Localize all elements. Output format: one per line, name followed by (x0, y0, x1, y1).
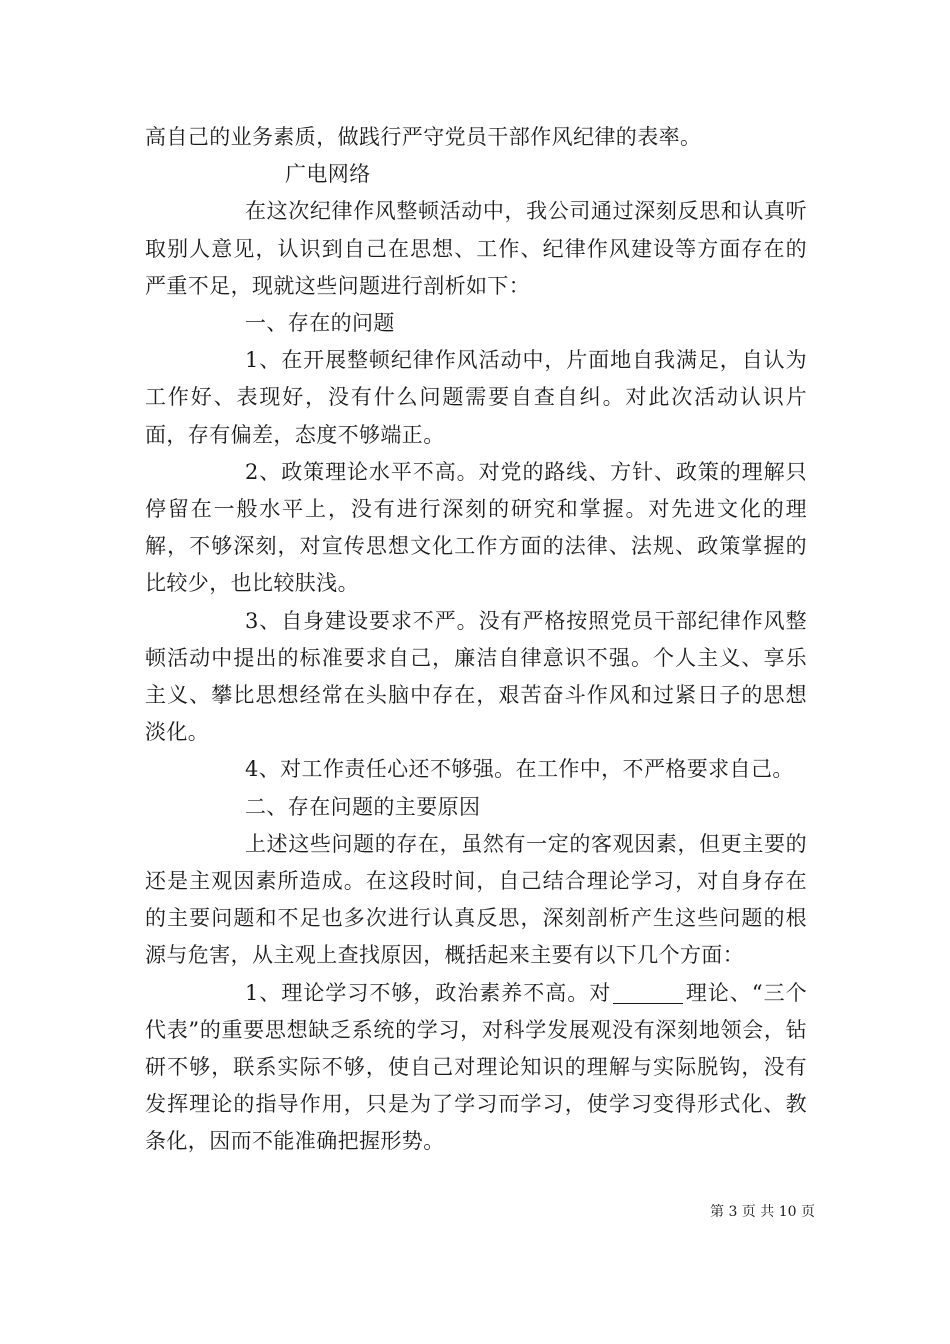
page-number-footer: 第 3 页 共 10 页 (710, 1204, 815, 1220)
causes-intro-paragraph: 上述这些问题的存在，虽然有一定的客观因素，但更主要的还是主观因素所造成。在这段时间，自己结合理论学习，对自身存在的主要问题和不足也多次进行认真反思，深刻剖析产生这些问题的根源与危害，从主观上查找原因，概括起来主要有以下几个方面： (145, 831, 807, 968)
continuation-paragraph: 高自己的业务素质，做践行严守党员干部作风纪律的表率。 (145, 125, 702, 149)
problem-item-3: 3、自身建设要求不严。没有严格按照党员干部纪律作风整顿活动中提出的标准要求自己，廉洁自律意识不强。个人主义、享乐主义、攀比思想经常在头脑中存在，艰苦奋斗作风和过紧日子的思想淡化。 (145, 608, 807, 745)
problem-item-4: 4、对工作责任心还不够强。在工作中，不严格要求自己。 (245, 757, 794, 782)
cause-item-1-before-blank: 1、理论学习不够，政治素养不高。对 (245, 980, 612, 1005)
document-body (145, 119, 807, 1161)
section-heading-problems: 一、存在的问题 (245, 311, 395, 336)
section-heading-causes: 二、存在问题的主要原因 (245, 794, 481, 819)
problem-item-2: 2、政策理论水平不高。对党的路线、方针、政策的理解只停留在一般水平上，没有进行深刻的研究和掌握。对先进文化的理解，不够深刻，对宣传思想文化工作方面的法律、法规、政策掌握的比较少，也比较肤浅。 (145, 459, 807, 596)
cause-item-1-after-blank: 理论、“三个代表”的重要思想缺乏系统的学习，对科学发展观没有深刻地领会，钻研不够，联系实际不够，使自己对理论知识的理解与实际脱钩，没有发挥理论的指导作用，只是为了学习而学习，使学习变得形式化、教条化，因而不能准确把握形势。 (145, 980, 807, 1154)
problem-item-1: 1、在开展整顿纪律作风活动中，片面地自我满足，自认为工作好、表现好，没有什么问题需要自查自纠。对此次活动认识片面，存有偏差，态度不够端正。 (145, 348, 807, 447)
intro-paragraph: 在这次纪律作风整顿活动中，我公司通过深刻反思和认真听取别人意见，认识到自己在思想、工作、纪律作风建设等方面存在的严重不足，现就这些问题进行剖析如下： (145, 199, 807, 298)
organization-title: 广电网络 (285, 162, 371, 187)
cause-item-1 (145, 975, 807, 1161)
fill-in-blank (613, 982, 683, 1004)
